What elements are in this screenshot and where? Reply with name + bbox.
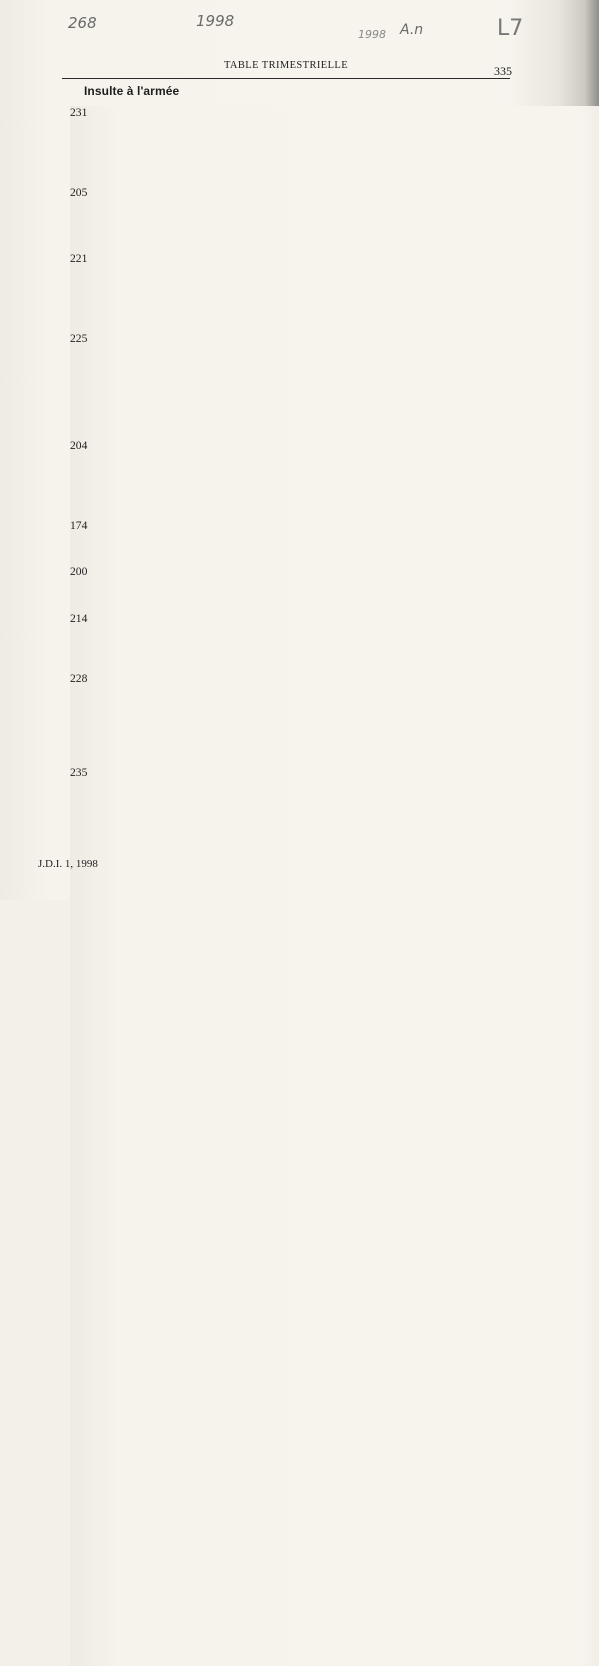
index-entry [70,252,506,293]
index-entry [70,766,506,807]
section-heading: Insulte à l'armée [84,84,180,98]
handwritten-note-2: 1998 [196,12,235,30]
running-header [62,58,510,79]
handwritten-note-3: 1998 [358,28,386,41]
entry-page-number: 174 [70,519,599,1419]
header-page-number: 335 [494,64,512,78]
entry-page-number: 200 [70,565,599,1465]
entry-page-number: 228 [70,672,599,1572]
index-entry [70,565,506,606]
entry-page-number: 225 [70,332,599,1232]
index-section [70,497,506,734]
index-entry [70,106,506,147]
index-entry [70,332,506,400]
index-entry [70,519,506,560]
index-entry [70,186,506,213]
index-content [70,84,506,817]
index-entry [70,439,506,480]
handwritten-note-1: 268 [68,14,97,32]
header-title: TABLE TRIMESTRIELLE [223,60,349,71]
handwritten-note-4: A.n [400,22,424,38]
entry-page-number: 214 [70,612,599,1512]
entry-page-number: 204 [70,439,599,1339]
entry-page-number: 231 [70,106,599,1006]
index-entry [70,612,506,666]
entry-page-number: 235 [70,766,599,1666]
index-entry [70,672,506,726]
entry-page-number: 221 [70,252,599,1152]
handwritten-note-5: L7 [497,16,524,41]
entry-page-number: 205 [70,186,599,1086]
index-section [70,84,506,154]
footer-citation: J.D.I. 1, 1998 [38,858,98,870]
